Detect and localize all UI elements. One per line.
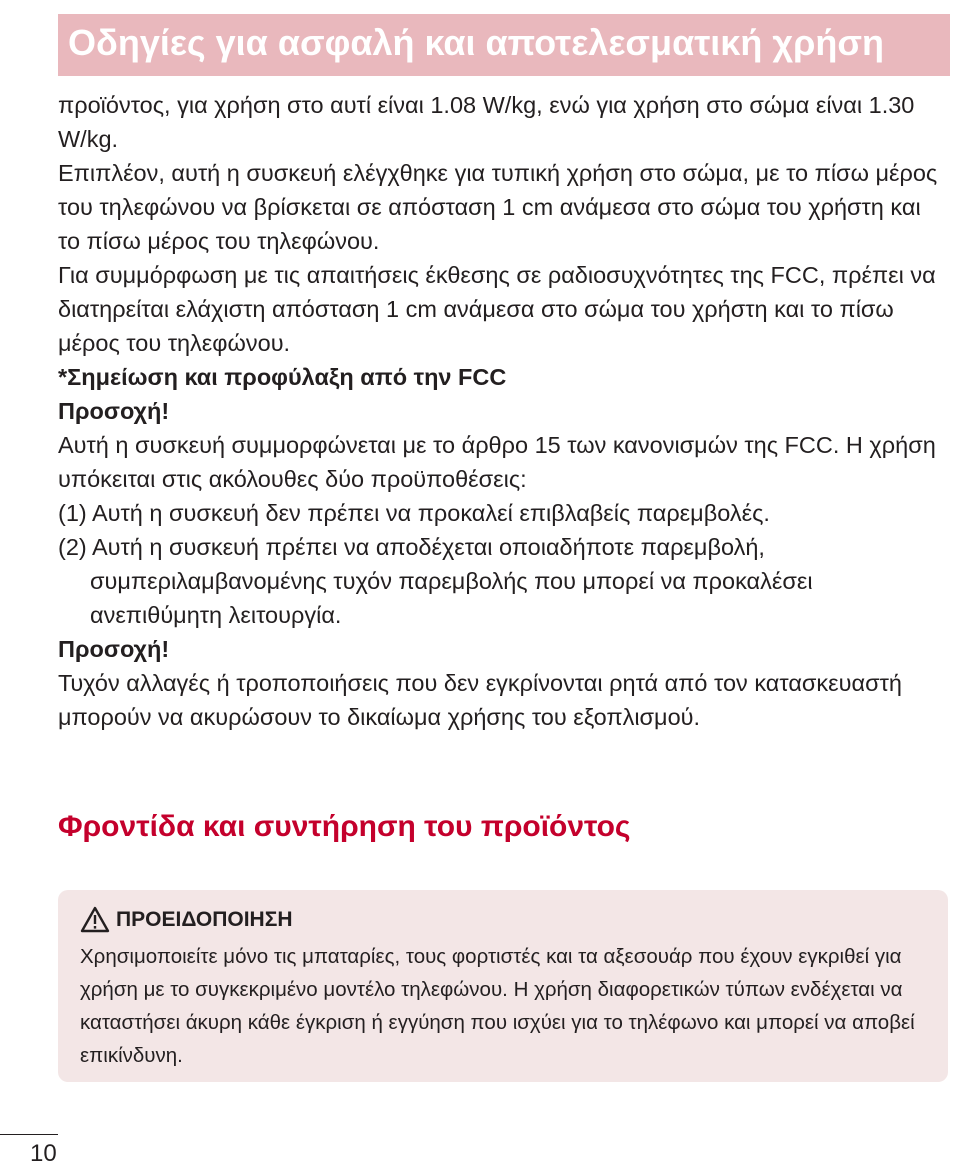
warning-triangle-icon	[80, 906, 110, 933]
caution-label-2: Προσοχή!	[58, 636, 170, 662]
section-title: Φροντίδα και συντήρηση του προϊόντος	[58, 810, 631, 843]
body-content	[58, 88, 948, 734]
caution-label-1: Προσοχή!	[58, 398, 170, 424]
paragraph-body-use: Επιπλέον, αυτή η συσκευή ελέγχθηκε για τυπική χρήση στο σώμα, με το πίσω μέρος του τηλεφώνου να βρίσκεται σε απόσταση 1 cm ανάμεσα στο σώμα του χρήστη και το πίσω μέρος του τηλεφώνου.	[58, 160, 938, 254]
warning-box	[58, 890, 948, 1082]
warning-text: Χρησιμοποιείτε μόνο τις μπαταρίες, τους φορτιστές και τα αξεσουάρ που έχουν εγκριθεί για χρήση με το συγκεκριμένο μοντέλο τηλεφώνου. Η χρήση διαφορετικών τύπων ενδέχεται να καταστήσει άκυρη κάθε έγκριση ή εγγύηση που ισχύει για το τηλέφωνο και μπορεί να αποβεί επικίνδυνη.	[80, 945, 915, 1067]
page-number-rule	[0, 1134, 58, 1135]
warning-header	[80, 906, 292, 933]
page-number: 10	[30, 1140, 57, 1167]
paragraph-sar: προϊόντος, για χρήση στο αυτί είναι 1.08 W/kg, ενώ για χρήση στο σώμα είναι 1.30 W/kg.	[58, 92, 915, 152]
page-title: Οδηγίες για ασφαλή και αποτελεσματική χρήση	[68, 22, 884, 63]
paragraph-fcc-distance: Για συμμόρφωση με τις απαιτήσεις έκθεσης σε ραδιοσυχνότητες της FCC, πρέπει να διατηρείται ελάχιστη απόσταση 1 cm ανάμεσα στο σώμα του χρήστη και το πίσω μέρος του τηλεφώνου.	[58, 262, 936, 356]
fcc-heading: *Σημείωση και προφύλαξη από την FCC	[58, 364, 507, 390]
paragraph-modifications: Τυχόν αλλαγές ή τροποποιήσεις που δεν εγκρίνονται ρητά από τον κατασκευαστή μπορούν να ακυρώσουν το δικαίωμα χρήσης του εξοπλισμού.	[58, 670, 902, 730]
condition-item-2-continued: συμπεριλαμβανομένης τυχόν παρεμβολής που μπορεί να προκαλέσει ανεπιθύμητη λειτουργία.	[90, 568, 813, 628]
condition-item-2: (2) Αυτή η συσκευή πρέπει να αποδέχεται οποιαδήποτε παρεμβολή,	[58, 534, 765, 560]
warning-heading: ΠΡΟΕΙΔΟΠΟΙΗΣΗ	[116, 907, 293, 931]
condition-item-1: (1) Αυτή η συσκευή δεν πρέπει να προκαλεί επιβλαβείς παρεμβολές.	[58, 500, 770, 526]
paragraph-fcc-part15: Αυτή η συσκευή συμμορφώνεται με το άρθρο 15 των κανονισμών της FCC. Η χρήση υπόκειται στις ακόλουθες δύο προϋποθέσεις:	[58, 432, 936, 492]
